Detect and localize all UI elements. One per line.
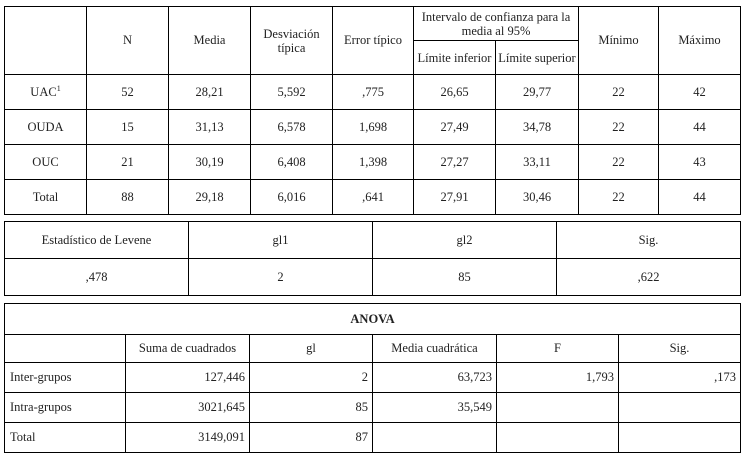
table-row [5, 145, 741, 180]
header-media: Media [169, 7, 251, 75]
group-label: UAC$^1$ [5, 75, 87, 110]
anova-header-gl: gl [250, 335, 373, 363]
anova-cell-media: 35,549 [373, 393, 497, 423]
header-minimo: Mínimo [579, 7, 659, 75]
anova-header-empty [5, 335, 126, 363]
cell-ls: 33,11 [496, 145, 579, 180]
cell-li: 27,49 [414, 110, 496, 145]
cell-min: 22 [579, 75, 659, 110]
cell-ls: 34,78 [496, 110, 579, 145]
cell-min: 22 [579, 180, 659, 215]
header-empty [5, 7, 87, 75]
levene-header-statistic: Estadístico de Levene [5, 222, 189, 259]
anova-cell-gl: 85 [250, 393, 373, 423]
cell-media: 28,21 [169, 75, 251, 110]
cell-ls: 29,77 [496, 75, 579, 110]
cell-n: 15 [87, 110, 169, 145]
header-intervalo: Intervalo de confianza para la media al 95% [414, 7, 579, 41]
descriptives-table [4, 6, 741, 215]
anova-cell-media [373, 423, 497, 453]
header-maximo: Máximo [659, 7, 741, 75]
anova-cell-f: 1,793 [497, 363, 619, 393]
header-desviacion: Desviación típica [251, 7, 333, 75]
cell-error: 1,698 [333, 110, 414, 145]
cell-li: 27,91 [414, 180, 496, 215]
header-limite-inferior: Límite inferior [414, 41, 496, 75]
cell-min: 22 [579, 145, 659, 180]
cell-max: 42 [659, 75, 741, 110]
anova-header-media: Media cuadrática [373, 335, 497, 363]
cell-max: 44 [659, 110, 741, 145]
anova-cell-suma: 3149,091 [126, 423, 250, 453]
anova-row-label: Intra-grupos [5, 393, 126, 423]
header-n: N [87, 7, 169, 75]
cell-n: 52 [87, 75, 169, 110]
table-row [5, 423, 741, 453]
levene-header-sig: Sig. [557, 222, 741, 259]
anova-cell-sig [619, 423, 741, 453]
anova-cell-gl: 87 [250, 423, 373, 453]
cell-error: ,775 [333, 75, 414, 110]
anova-cell-sig [619, 393, 741, 423]
cell-error: 1,398 [333, 145, 414, 180]
group-label: Total [5, 180, 87, 215]
cell-min: 22 [579, 110, 659, 145]
table-row [5, 110, 741, 145]
levene-header-gl2: gl2 [373, 222, 557, 259]
cell-n: 21 [87, 145, 169, 180]
cell-desv: 6,408 [251, 145, 333, 180]
table-row [5, 75, 741, 110]
cell-desv: 5,592 [251, 75, 333, 110]
cell-desv: 6,578 [251, 110, 333, 145]
levene-value-gl1: 2 [189, 259, 373, 296]
cell-n: 88 [87, 180, 169, 215]
levene-value-gl2: 85 [373, 259, 557, 296]
anova-cell-f [497, 423, 619, 453]
levene-header-gl1: gl1 [189, 222, 373, 259]
anova-cell-suma: 3021,645 [126, 393, 250, 423]
anova-cell-suma: 127,446 [126, 363, 250, 393]
footnote-marker: 1 [56, 83, 61, 93]
anova-cell-f [497, 393, 619, 423]
cell-li: 26,65 [414, 75, 496, 110]
group-label: OUC [5, 145, 87, 180]
header-limite-superior: Límite superior [496, 41, 579, 75]
anova-title: ANOVA [5, 304, 741, 335]
levene-table [4, 221, 741, 296]
cell-ls: 30,46 [496, 180, 579, 215]
cell-media: 29,18 [169, 180, 251, 215]
anova-cell-sig: ,173 [619, 363, 741, 393]
group-label: OUDA [5, 110, 87, 145]
table-row [5, 363, 741, 393]
table-row [5, 259, 741, 296]
cell-error: ,641 [333, 180, 414, 215]
anova-table [4, 303, 741, 453]
anova-header-f: F [497, 335, 619, 363]
cell-max: 43 [659, 145, 741, 180]
header-error: Error típico [333, 7, 414, 75]
levene-value-statistic: ,478 [5, 259, 189, 296]
anova-row-label: Total [5, 423, 126, 453]
table-row [5, 393, 741, 423]
anova-cell-gl: 2 [250, 363, 373, 393]
cell-media: 31,13 [169, 110, 251, 145]
anova-row-label: Inter-grupos [5, 363, 126, 393]
cell-media: 30,19 [169, 145, 251, 180]
anova-header-suma: Suma de cuadrados [126, 335, 250, 363]
anova-header-sig: Sig. [619, 335, 741, 363]
cell-max: 44 [659, 180, 741, 215]
cell-li: 27,27 [414, 145, 496, 180]
anova-cell-media: 63,723 [373, 363, 497, 393]
levene-value-sig: ,622 [557, 259, 741, 296]
cell-desv: 6,016 [251, 180, 333, 215]
table-row [5, 180, 741, 215]
